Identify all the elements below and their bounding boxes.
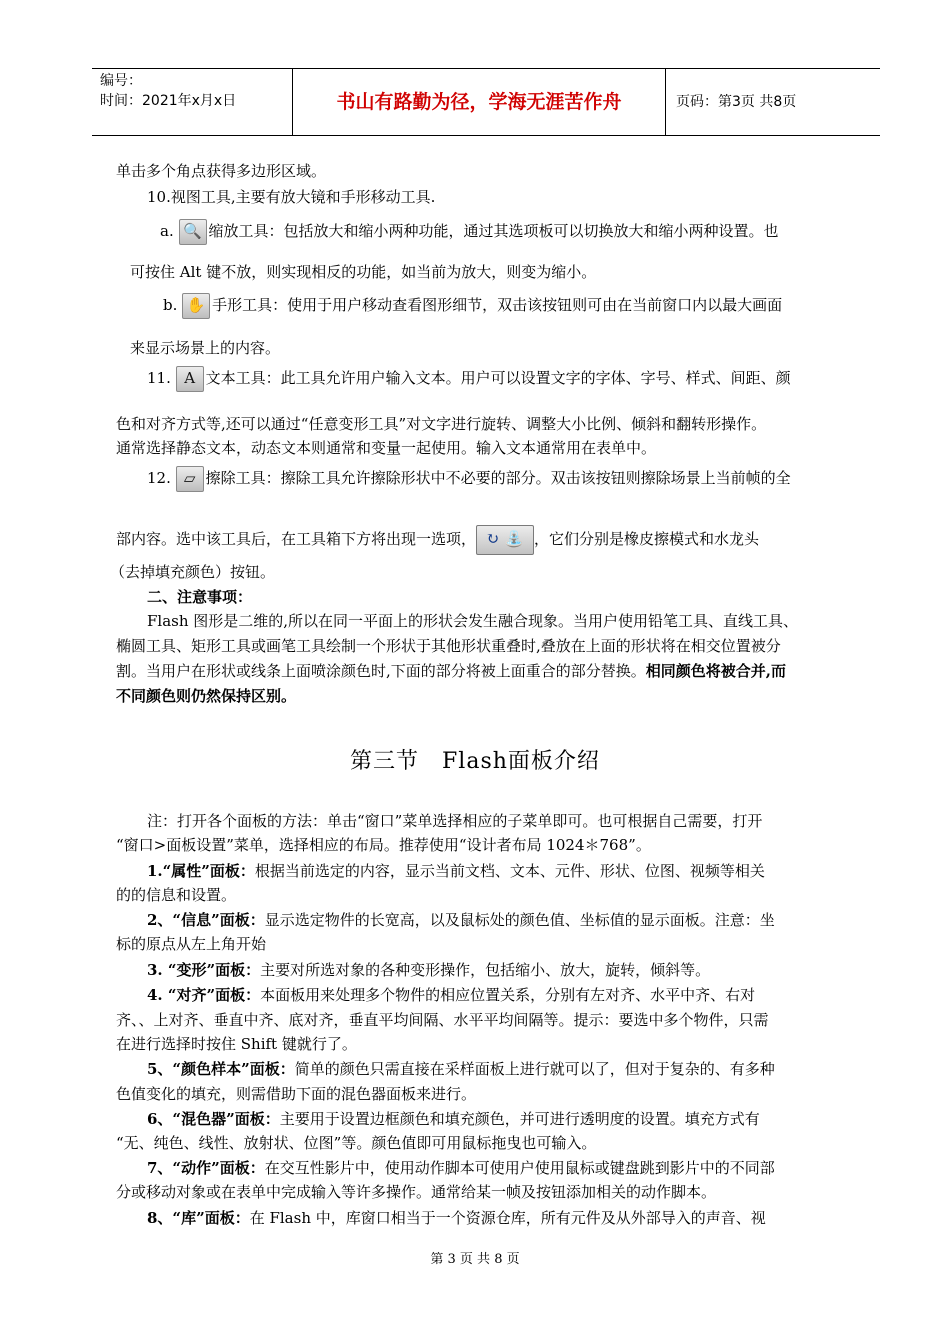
- panel-item: [147, 985, 755, 1005]
- panel-item: [147, 1109, 760, 1129]
- header-motto: 书山有路勤为径，学海无涯苦作舟: [336, 91, 622, 113]
- body-line: Flash 图形是二维的,所以在同一平面上的形状会发生融合现象。当用户使用铅笔工具、直线工具、: [147, 612, 799, 630]
- panel-item-text: 本面板用来处理多个物件的相应位置关系，分别有左对齐、水平中齐、右对: [260, 986, 756, 1004]
- panel-item-text: 在交互性影片中，使用动作脚本可使用户使用鼠标或键盘跳到影片中的不同部: [264, 1159, 775, 1177]
- body-line: 注：打开各个面板的方法：单击“窗口”菜单选择相应的子菜单即可。也可根据自己需要，打开: [147, 812, 763, 830]
- body-line: [160, 219, 779, 245]
- panel-item: [147, 910, 775, 930]
- panel-item-label: 3. “变形”面板：: [147, 961, 261, 979]
- body-line: 分或移动对象或在表单中完成输入等许多操作。通常给某一帧及按钮添加相关的动作脚本。: [116, 1183, 717, 1201]
- panel-item-label: 2、“信息”面板：: [147, 911, 265, 929]
- panel-item: [147, 1158, 775, 1178]
- doc-time: 时间：2021年x月x日: [100, 93, 237, 109]
- body-line: 10.视图工具,主要有放大镜和手形移动工具.: [147, 188, 436, 206]
- body-line: 可按住 Alt 键不放，则实现相反的功能，如当前为放大，则变为缩小。: [130, 263, 597, 281]
- body-line: 色和对齐方式等,还可以通过“任意变形工具”对文字进行旋转、调整大小比例、倾斜和翻转形操作。: [116, 415, 767, 433]
- body-line: [163, 293, 782, 319]
- body-line: 来显示场景上的内容。: [130, 339, 281, 357]
- body-line: 通常选择静态文本，动态文本则通常和变量一起使用。输入文本通常用在表单中。: [116, 439, 657, 457]
- body-line: “窗口>面板设置”菜单，选择相应的布局。推荐使用“设计者布局 1024＊768”。: [116, 836, 651, 854]
- header-divider: [665, 69, 666, 135]
- section-title: 第三节 Flash面板介绍: [350, 749, 600, 774]
- panel-item: [147, 861, 765, 881]
- page-footer: 第 3 页 共 8 页: [430, 1252, 520, 1267]
- body-line: 单击多个角点获得多边形区域。: [116, 162, 327, 180]
- body-text: ，它们分别是橡皮擦模式和水龙头: [534, 530, 760, 548]
- panel-item-text: 主要对所选对象的各种变形操作，包括缩小、放大，旋转，倾斜等。: [260, 961, 711, 979]
- text-tool-icon: A: [176, 366, 204, 392]
- body-line-bold: 不同颜色则仍然保持区别。: [116, 687, 297, 705]
- page-header: [92, 68, 880, 136]
- zoom-icon: 🔍: [179, 219, 207, 245]
- list-marker: b.: [163, 296, 178, 314]
- list-marker: a.: [160, 222, 174, 240]
- body-text: 文本工具：此工具允许用户输入文本。用户可以设置文字的字体、字号、样式、间距、颜: [205, 369, 791, 387]
- panel-item-text: 简单的颜色只需直接在采样面板上进行就可以了，但对于复杂的、有多种: [294, 1060, 775, 1078]
- header-meta: [100, 71, 290, 111]
- panel-item-label: 4. “对齐”面板：: [147, 986, 261, 1004]
- panel-item-text: 在 Flash 中，库窗口相当于一个资源仓库，所有元件及从外部导入的声音、视: [249, 1209, 766, 1227]
- body-line: 齐、、上对齐、垂直中齐、底对齐，垂直平均间隔、水平平均间隔等。提示：要选中多个物件，只需: [116, 1011, 769, 1029]
- body-text: 缩放工具：包括放大和缩小两种功能，通过其选项板可以切换放大和缩小两种设置。也: [208, 222, 779, 240]
- panel-item-label: 7、“动作”面板：: [147, 1159, 265, 1177]
- eraser-icon: ▱: [176, 466, 204, 492]
- panel-item-label: 5、“颜色样本”面板：: [147, 1060, 295, 1078]
- body-line: [116, 661, 786, 681]
- panel-item-text: 根据当前选定的内容，显示当前文档、文本、元件、形状、位图、视频等相关: [254, 862, 765, 880]
- body-text: 部内容。选中该工具后，在工具箱下方将出现一选项，: [116, 530, 477, 548]
- panel-item-label: 1.“属性”面板：: [147, 862, 255, 880]
- list-marker: 12.: [147, 469, 171, 487]
- body-line: [147, 366, 791, 392]
- body-line: [147, 466, 791, 492]
- list-marker: 11.: [147, 369, 171, 387]
- body-text: 手形工具：使用于用户移动查看图形细节，双击该按钮则可由在当前窗口内以最大画面: [212, 296, 783, 314]
- body-text: 割。当用户在形状或线条上面喷涂颜色时,下面的部分将被上面重合的部分替换。: [116, 662, 646, 680]
- body-line: [116, 525, 759, 555]
- doc-number: 编号：: [100, 73, 142, 89]
- eraser-options-icon: ↻ ⛲: [476, 525, 534, 555]
- body-line: 色值变化的填充，则需借助下面的混色器面板来进行。: [116, 1085, 477, 1103]
- body-line: 椭圆工具、矩形工具或画笔工具绘制一个形状于其他形状重叠时,叠放在上面的形状将在相交位置被分: [116, 637, 781, 655]
- header-page-number: 页码：第3页 共8页: [676, 94, 797, 110]
- body-line: 标的原点从左上角开始: [116, 935, 267, 953]
- body-line: 的的信息和设置。: [116, 886, 237, 904]
- body-text: 擦除工具：擦除工具允许擦除形状中不必要的部分。双击该按钮则擦除场景上当前帧的全: [205, 469, 791, 487]
- body-text-bold: 相同颜色将被合并,而: [645, 662, 787, 680]
- panel-item: [147, 960, 710, 980]
- section-heading: 二、注意事项：: [147, 588, 253, 606]
- panel-item-text: 显示选定物件的长宽高，以及鼠标处的颜色值、坐标值的显示面板。注意：坐: [264, 911, 775, 929]
- panel-item-text: 主要用于设置边框颜色和填充颜色，并可进行透明度的设置。填充方式有: [279, 1110, 760, 1128]
- panel-item-label: 6、“混色器”面板：: [147, 1110, 280, 1128]
- panel-item: [147, 1059, 775, 1079]
- panel-item-label: 8、“库”面板：: [147, 1209, 250, 1227]
- hand-icon: ✋: [182, 293, 210, 319]
- body-line: 在进行选择时按住 Shift 键就行了。: [116, 1035, 357, 1053]
- panel-item: [147, 1208, 766, 1228]
- body-line: （去掉填充颜色）按钮。: [110, 563, 276, 581]
- body-line: “无、纯色、线性、放射状、位图”等。颜色值即可用鼠标拖曳也可输入。: [116, 1134, 597, 1152]
